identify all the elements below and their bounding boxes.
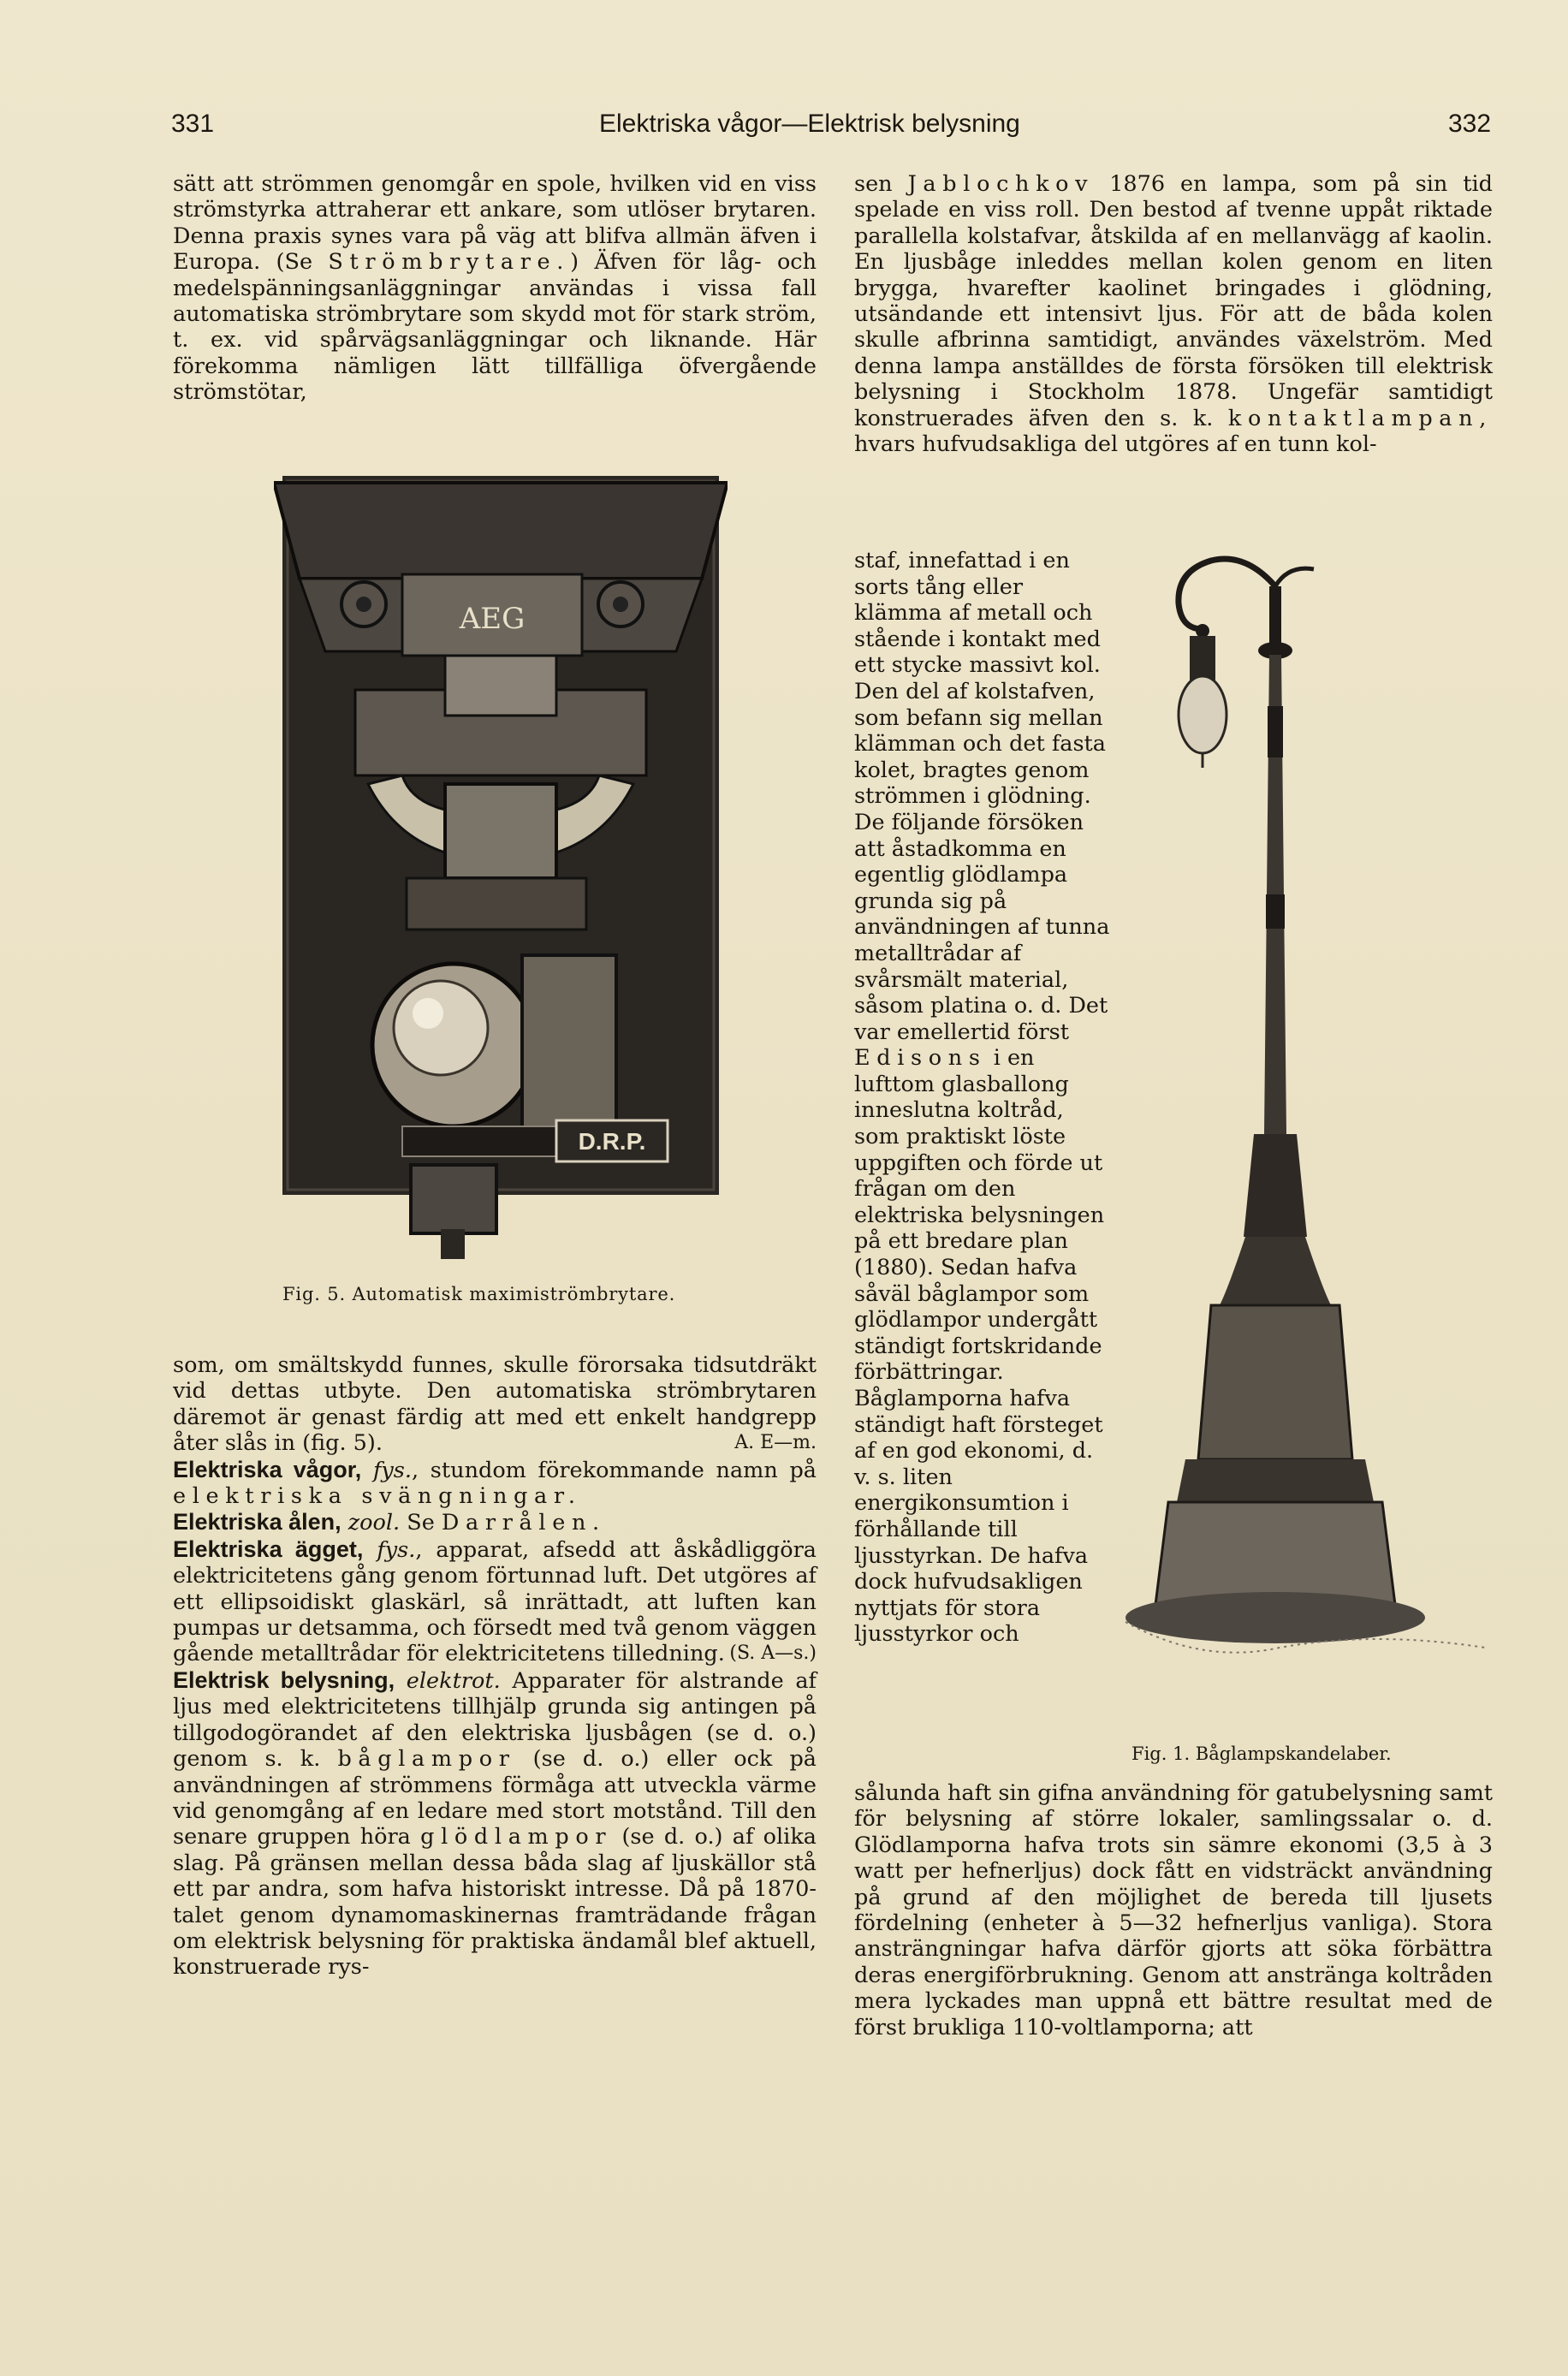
page-number-left: 331 <box>171 110 215 138</box>
figure1-caption: Fig. 1. Båglampskandelaber. <box>1131 1743 1392 1764</box>
entry-elektriska-vagor: Elektriska vågor, fys., stundom förekommande namn på elektriska svängningar. <box>173 1456 817 1510</box>
paragraph: sätt att strömmen genomgår en spole, hvilken vid en viss strömstyrka attraherar ett ankare, som utlöser brytaren. Denna praxis synes vara på väg att blifva allmän äfven i Europa. (Se Strömbrytare.) Äfven för låg- och medelspänningsanläggningar användas i vissa fall automatiska strömbrytare som skydd mot för stark ström, t. ex. vid spårvägsanläggningar och liknande. Här förekomma nämligen lätt tillfälliga öfvergående strömstötar, <box>173 171 817 406</box>
svg-text:D.R.P.: D.R.P. <box>578 1128 646 1155</box>
paragraph: sen Jablochkov 1876 en lampa, som på sin tid spelade en viss roll. Den bestod af tvenne uppåt riktade parallella kolstafvar, åtskilda af en mellanvägg af kaolin. En ljusbåge inleddes mellan kolen genom en liten brygga, hvarefter kaolinet bringades i glödning, utsändande ett intensivt ljus. För att de båda kolen skulle afbrinna samtidigt, användes växelström. Med denna lampa anställdes de första försöken till elektrisk belysning i Stockholm 1878. Ungefär samtidigt konstruerades äfven den s. k. kontaktlampan, hvars hufvudsakliga del utgöres af en tunn kol- <box>854 171 1493 458</box>
entry-elektriska-alen: Elektriska ålen, zool. Se Darrålen. <box>173 1509 606 1536</box>
lamp-arm <box>1179 559 1275 629</box>
top-cover <box>274 483 728 579</box>
lamp-base <box>1198 1305 1352 1459</box>
running-title: Elektriska vågor—Elektrisk belysning <box>599 110 1020 138</box>
paragraph: som, om smältskydd funnes, skulle förorsaka tidsutdräkt vid dettas utbyte. Den automatiska strömbrytaren däremot är genast färdig att med ett enkelt handgrepp åter slås in (fig. 5). A. E—m. <box>173 1352 817 1457</box>
paragraph: staf, innefattad i en sorts tång eller klämma af metall och stående i kontakt med ett stycke massivt kol. Den del af kolstafven, som befann sig mellan klämman och det fasta kolet, bragtes genom strömmen i glödning. De följande försöken att åstadkomma en egentlig glödlampa grunda sig på användningen af tunna metalltrådar af svårsmält material, såsom platina o. d. Det var emellertid först Edisons i en lufttom glasballong inneslutna koltråd, som praktiskt löste uppgiften och förde ut frågan om den elektriska belysningen på ett bredare plan (1880). Sedan hafva såväl båglampor som glödlampor undergått ständigt fortskridande förbättringar. Båglamporna hafva ständigt haft försteget af en god ekonomi, d. v. s. liten energikonsumtion i förhållande till ljusstyrkan. De hafva dock hufvudsakligen nyttjats för stora ljusstyrkor och <box>854 548 1110 1648</box>
right-column-top <box>854 171 1493 457</box>
page-number-right: 332 <box>1448 110 1492 138</box>
right-column-bottom <box>854 1780 1493 2040</box>
figure5-caption: Fig. 5. Automatisk maximiströmbrytare. <box>282 1284 676 1304</box>
left-column-top <box>173 171 817 406</box>
arc-lamp-candelabra-figure <box>1117 535 1494 1733</box>
left-column-lower <box>173 1352 817 1981</box>
running-header <box>0 110 1568 144</box>
entry-elektriska-agget: Elektriska ägget, fys., apparat, afsedd att åskådliggöra elektricitetens gång genom förtunnad luft. Det utgöres af ett ellipsoidiskt glaskärl, så inrättadt, att luften kan pumpas ur detsamma, och försedt med två genom väggen gående metalltrådar för elektricitetens tilledning. (S. A—s.) <box>173 1535 817 1667</box>
right-narrow-column <box>854 548 1111 1648</box>
terminal <box>411 1165 496 1233</box>
paragraph: sålunda haft sin gifna användning för gatubelysning samt för belysning af större lokaler, samlingssalar o. d. Glödlamporna hafva trots sin sämre ekonomi (3,5 à 3 watt per hefnerljus) dock fått en vidsträckt användning på grund af den möjlighet de bereda till ljusets fördelning (enheter à 5—32 hefnerljus vanliga). Stora ansträngningar hafva därför gjorts att söka förbättra deras energiförbrukning. Genom att anstränga koltråden mera lyckades man uppnå ett bättre resultat med de först brukliga 110-voltlamporna; att <box>854 1780 1493 2040</box>
lamp-globe <box>1179 676 1226 753</box>
aeg-logo: AEG <box>459 602 526 636</box>
circuit-breaker-figure <box>274 476 728 1263</box>
entry-elektrisk-belysning: Elektrisk belysning, elektrot. Apparater för alstrande af ljus med elektricitetens tillhjälp grunda sig antingen på tillgodogörandet af den elektriska ljusbågen (se d. o.) genom s. k. båglampor (se d. o.) eller ock på användningen af strömmens förmåga att utveckla värme vid genomgång af en ledare med stort motstånd. Till den senare gruppen höra glödlampor (se d. o.) af olika slag. På gränsen mellan dessa båda slag af ljuskällor stå ett par andra, som hafva historiskt intresse. Då på 1870-talet genom dynamomaskinernas framträdande frågan om elektrisk belysning för praktiska ändamål blef aktuell, konstruerade rys- <box>173 1666 817 1981</box>
